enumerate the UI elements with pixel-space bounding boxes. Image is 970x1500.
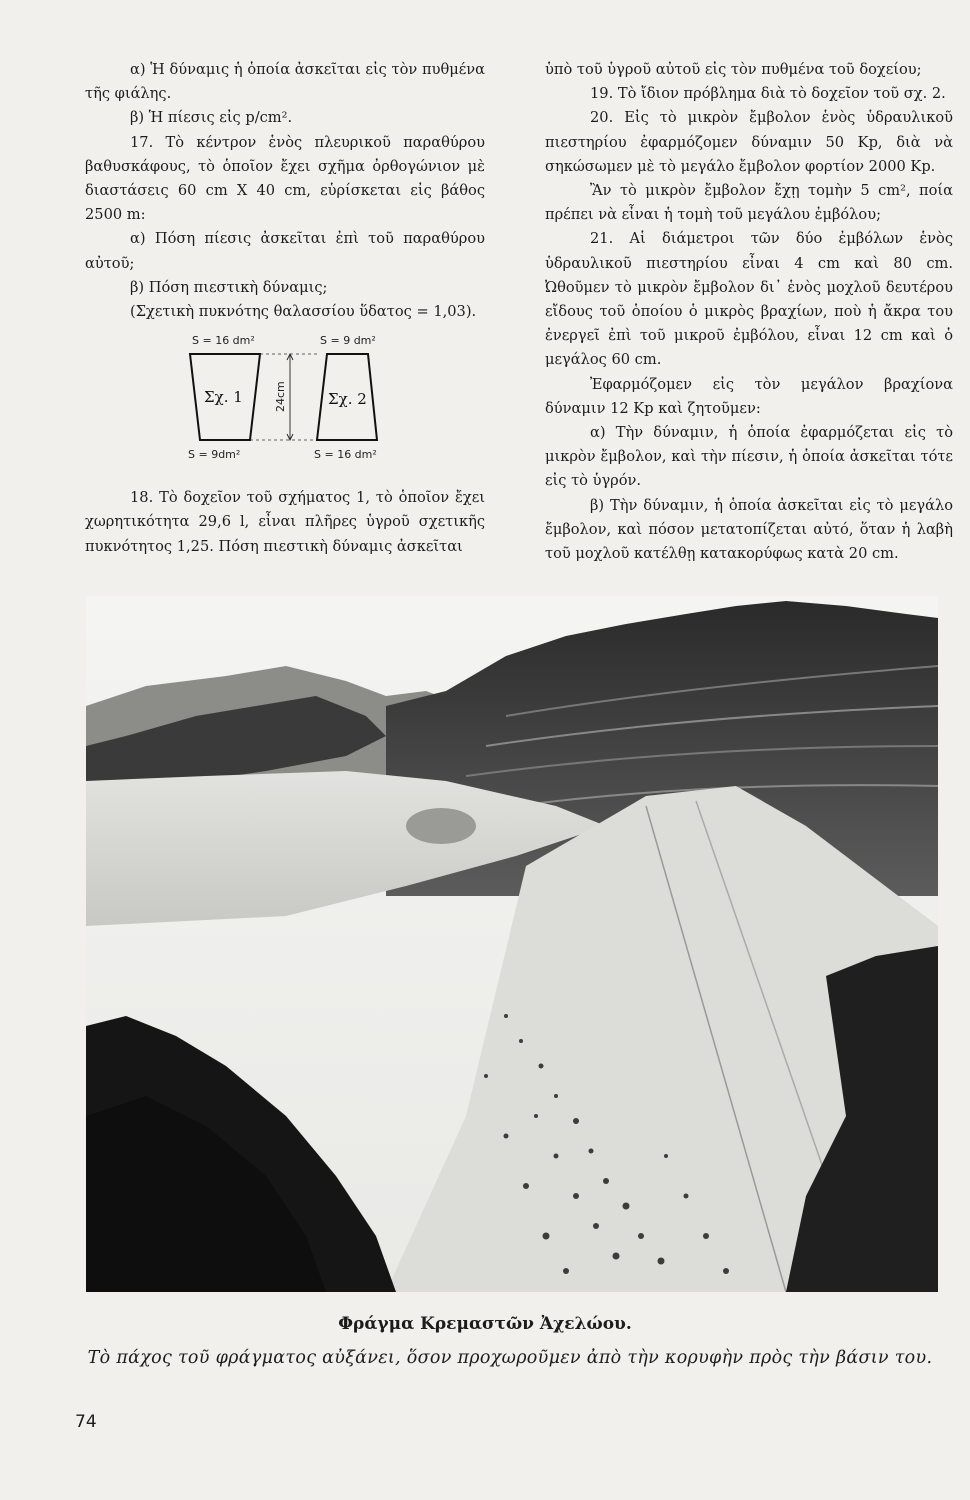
island <box>406 808 476 844</box>
paragraph: 19. Τὸ ἴδιον πρόβλημα διὰ τὸ δοχεῖον τοῦ σχ. 2. <box>590 85 946 103</box>
paragraph: (Σχετικὴ πυκνότης θαλασσίου ὕδατος = 1,03). <box>130 303 477 321</box>
photo-caption-text: Τὸ πάχος τοῦ φράγματος αὐξάνει, ὅσον προχωροῦμεν ἀπὸ τὴν κορυφὴν πρὸς τὴν βάσιν του. <box>87 1348 933 1368</box>
dam-photo-illustration <box>86 596 938 1292</box>
height-label: 24cm <box>274 381 287 413</box>
vessel-figures <box>85 332 485 472</box>
fig1-top-label: S = 16 dm² <box>192 334 255 348</box>
paragraph: ὑπὸ τοῦ ὑγροῦ αὐτοῦ εἰς τὸν πυθμένα τοῦ δοχείου; <box>545 61 922 78</box>
right-column <box>545 58 953 566</box>
paragraph: 20. Εἰς τὸ μικρὸν ἔμβολον ἑνὸς ὑδραυλικοῦ πιεστηρίου ἐφαρμόζομεν δύναμιν 50 Kp, διὰ νὰ σηκώσωμεν μὲ τὸ μεγάλο ἔμβολον φορτίον 2000 Kp. <box>545 109 953 175</box>
paragraph: Ἐφαρμόζομεν εἰς τὸν μεγάλον βραχίονα δύναμιν 12 Kp καὶ ζητοῦμεν: <box>545 375 953 417</box>
paragraph: α) Τὴν δύναμιν, ἡ ὁποία ἐφαρμόζεται εἰς τὸ μικρὸν ἔμβολον, καὶ τὴν πίεσιν, ἡ ὁποία ἀσκεῖται τότε εἰς τὸ ὑγρόν. <box>545 424 953 490</box>
fig1-label: Σχ. 1 <box>204 388 243 407</box>
vessel-diagram <box>180 332 420 462</box>
paragraph: 21. Αἱ διάμετροι τῶν δύο ἐμβόλων ἑνὸς ὑδραυλικοῦ πιεστηρίου εἶναι 4 cm καὶ 80 cm. Ὠθοῦμεν τὸ μικρὸν ἔμβολον δι᾽ ἑνὸς μοχλοῦ δευτέρου εἴδους τοῦ ὁποίου ὁ μικρὸς βραχίων, ποὺ ἡ ἄκρα του ἐνεργεῖ ἐπὶ τοῦ μικροῦ ἐμβόλου, εἶναι 12 cm καὶ ὁ μεγάλος 60 cm. <box>545 230 953 369</box>
left-column <box>85 58 485 559</box>
fig2-label: Σχ. 2 <box>328 390 367 409</box>
paragraph: β) Τὴν δύναμιν, ἡ ὁποία ἀσκεῖται εἰς τὸ μεγάλο ἔμβολον, καὶ πόσον μετατοπίζεται αὐτό, ὅταν ἡ λαβὴ τοῦ μοχλοῦ κατέλθῃ κατακορύφως κατὰ 20 cm. <box>545 496 953 563</box>
fig2-top-label: S = 9 dm² <box>320 334 376 348</box>
page-number: 74 <box>75 1412 97 1432</box>
paragraph: β) Ἡ πίεσις εἰς p/cm². <box>130 109 293 127</box>
photo-caption-title: Φράγμα Κρεμαστῶν Ἀχελώου. <box>338 1314 632 1334</box>
paragraph: 18. Τὸ δοχεῖον τοῦ σχήματος 1, τὸ ὁποῖον ἔχει χωρητικότητα 29,6 l, εἶναι πλῆρες ὑγροῦ σχετικῆς πυκνότητος 1,25. Πόση πιεστικὴ δύναμις ἀσκεῖται <box>85 489 485 555</box>
paragraph: α) Ἡ δύναμις ἡ ὁποία ἀσκεῖται εἰς τὸν πυθμένα τῆς φιάλης. <box>85 61 485 103</box>
fig1-bottom-label: S = 9dm² <box>188 448 241 462</box>
paragraph: 17. Τὸ κέντρον ἑνὸς πλευρικοῦ παραθύρου βαθυσκάφους, τὸ ὁποῖον ἔχει σχῆμα ὀρθογώνιον μὲ διαστάσεις 60 cm X 40 cm, εὑρίσκεται εἰς βάθος 2500 m: <box>85 133 485 224</box>
paragraph: β) Πόση πιεστικὴ δύναμις; <box>130 278 328 296</box>
dam-photo <box>86 596 938 1292</box>
paragraph: α) Πόση πίεσις ἀσκεῖται ἐπὶ τοῦ παραθύρου αὐτοῦ; <box>85 230 485 272</box>
paragraph: Ἂν τὸ μικρὸν ἔμβολον ἔχῃ τομὴν 5 cm², ποία πρέπει νὰ εἶναι ἡ τομὴ τοῦ μεγάλου ἐμβόλου; <box>545 182 953 224</box>
fig2-bottom-label: S = 16 dm² <box>314 448 377 462</box>
